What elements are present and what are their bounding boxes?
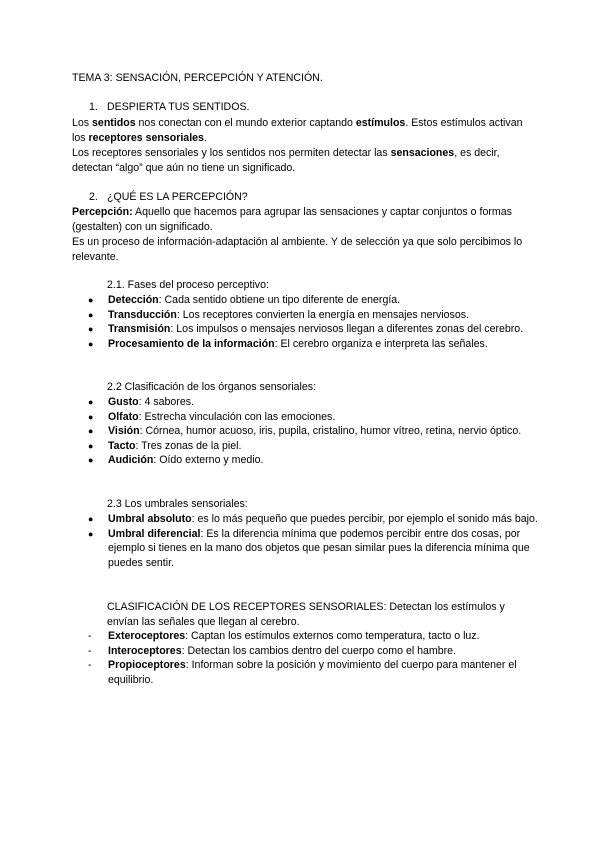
section-1-paragraph-1: Los sentidos nos conectan con el mundo exterior captando estímulos. Estos estímulos activan los receptores sensoriales.	[72, 117, 523, 144]
bullet-icon: ●	[88, 455, 94, 466]
list-item: ● Procesamiento de la información: El cerebro organiza e interpreta las señales.	[88, 337, 488, 350]
dash-marker: -	[88, 659, 92, 672]
section-2-title: ¿QUÉ ES LA PERCEPCIÓN?	[107, 191, 248, 203]
bullet-icon: ●	[88, 338, 94, 349]
organos-list	[88, 395, 538, 468]
section-1-heading	[89, 100, 529, 115]
bullet-icon: ●	[88, 309, 94, 320]
section-1-paragraph-2: Los receptores sensoriales y los sentidos nos permiten detectar las sensaciones, es decir, detectan “algo” que aún no tiene un significado.	[72, 147, 500, 174]
bullet-icon: ●	[88, 426, 94, 437]
list-item: ● Olfato: Estrecha vinculación con las emociones.	[88, 410, 336, 423]
umbrales-list	[88, 512, 538, 570]
list-item: - Interoceptores: Detectan los cambios dentro del cuerpo como el hambre.	[88, 644, 456, 657]
list-item: ● Tacto: Tres zonas de la piel.	[88, 439, 242, 452]
organos-heading: 2.2 Clasificación de los órganos sensoriales:	[107, 381, 317, 393]
list-item: ● Detección: Cada sentido obtiene un tipo diferente de energía.	[88, 294, 401, 306]
list-item: ● Umbral diferencial: Es la diferencia mínima que podemos percibir entre dos cosas, por ejemplo si tienes en la mano dos objetos que pesan similar pues la diferencia mínima que puedes sentir.	[88, 527, 530, 569]
document-title: TEMA 3: SENSACIÓN, PERCEPCIÓN Y ATENCIÓN.	[72, 72, 323, 84]
bullet-icon: ●	[88, 528, 94, 539]
section-2-paragraph-2: Es un proceso de información-adaptación al ambiente. Y de selección ya que solo percibimos lo relevante.	[72, 236, 523, 263]
umbrales-heading: 2.3 Los umbrales sensoriales:	[107, 498, 248, 510]
term-percepcion: Percepción:	[72, 206, 133, 218]
section-1-title: DESPIERTA TUS SENTIDOS.	[107, 101, 250, 113]
receptores-list	[88, 629, 538, 687]
list-item: ● Visión: Córnea, humor acuoso, iris, pupila, cristalino, humor vítreo, retina, nervio óptico.	[88, 425, 522, 438]
term-estimulos: estímulos	[355, 117, 406, 129]
section-2-heading	[89, 190, 529, 205]
list-item: ● Audición: Oído externo y medio.	[88, 454, 264, 467]
definition-percepcion: Percepción: Aquello que hacemos para agrupar las sensaciones y captar conjuntos o formas (gestalten) con un significado.	[72, 206, 512, 233]
list-item: ● Umbral absoluto: es lo más pequeño que puedes percibir, por ejemplo el sonido más bajo.	[88, 513, 538, 525]
bullet-icon: ●	[88, 295, 94, 305]
list-item: - Exteroceptores: Captan los estímulos externos como temperatura, tacto o luz.	[88, 630, 480, 642]
receptores-heading: CLASIFICACIÓN DE LOS RECEPTORES SENSORIALES: Detectan los estímulos y envían las señales que llegan al cerebro.	[107, 601, 505, 628]
term-sensaciones: sensaciones	[390, 147, 455, 159]
dash-marker: -	[88, 630, 92, 642]
section-1-number: 1.	[89, 101, 98, 113]
bullet-icon: ●	[88, 397, 94, 407]
term-receptores: receptores sensoriales	[88, 131, 204, 144]
list-item: ● Transducción: Los receptores convierten la energía en mensajes nerviosos.	[88, 308, 469, 321]
term-sentidos: sentidos	[92, 117, 136, 129]
bullet-icon: ●	[88, 324, 94, 335]
list-item: - Propioceptores: Informan sobre la posición y movimiento del cuerpo para mantener el equilibrio.	[88, 659, 517, 686]
list-item: ● Transmisión: Los impulsos o mensajes nerviosos llegan a diferentes zonas del cerebro.	[88, 323, 524, 336]
list-item: ● Gusto: 4 sabores.	[88, 396, 194, 408]
bullet-icon: ●	[88, 514, 94, 524]
fases-list	[88, 293, 538, 351]
dash-marker: -	[88, 644, 92, 657]
fases-heading: 2.1. Fases del proceso perceptivo:	[107, 279, 269, 291]
bullet-icon: ●	[88, 440, 94, 451]
bullet-icon: ●	[88, 411, 94, 422]
section-2-number: 2.	[89, 191, 98, 203]
